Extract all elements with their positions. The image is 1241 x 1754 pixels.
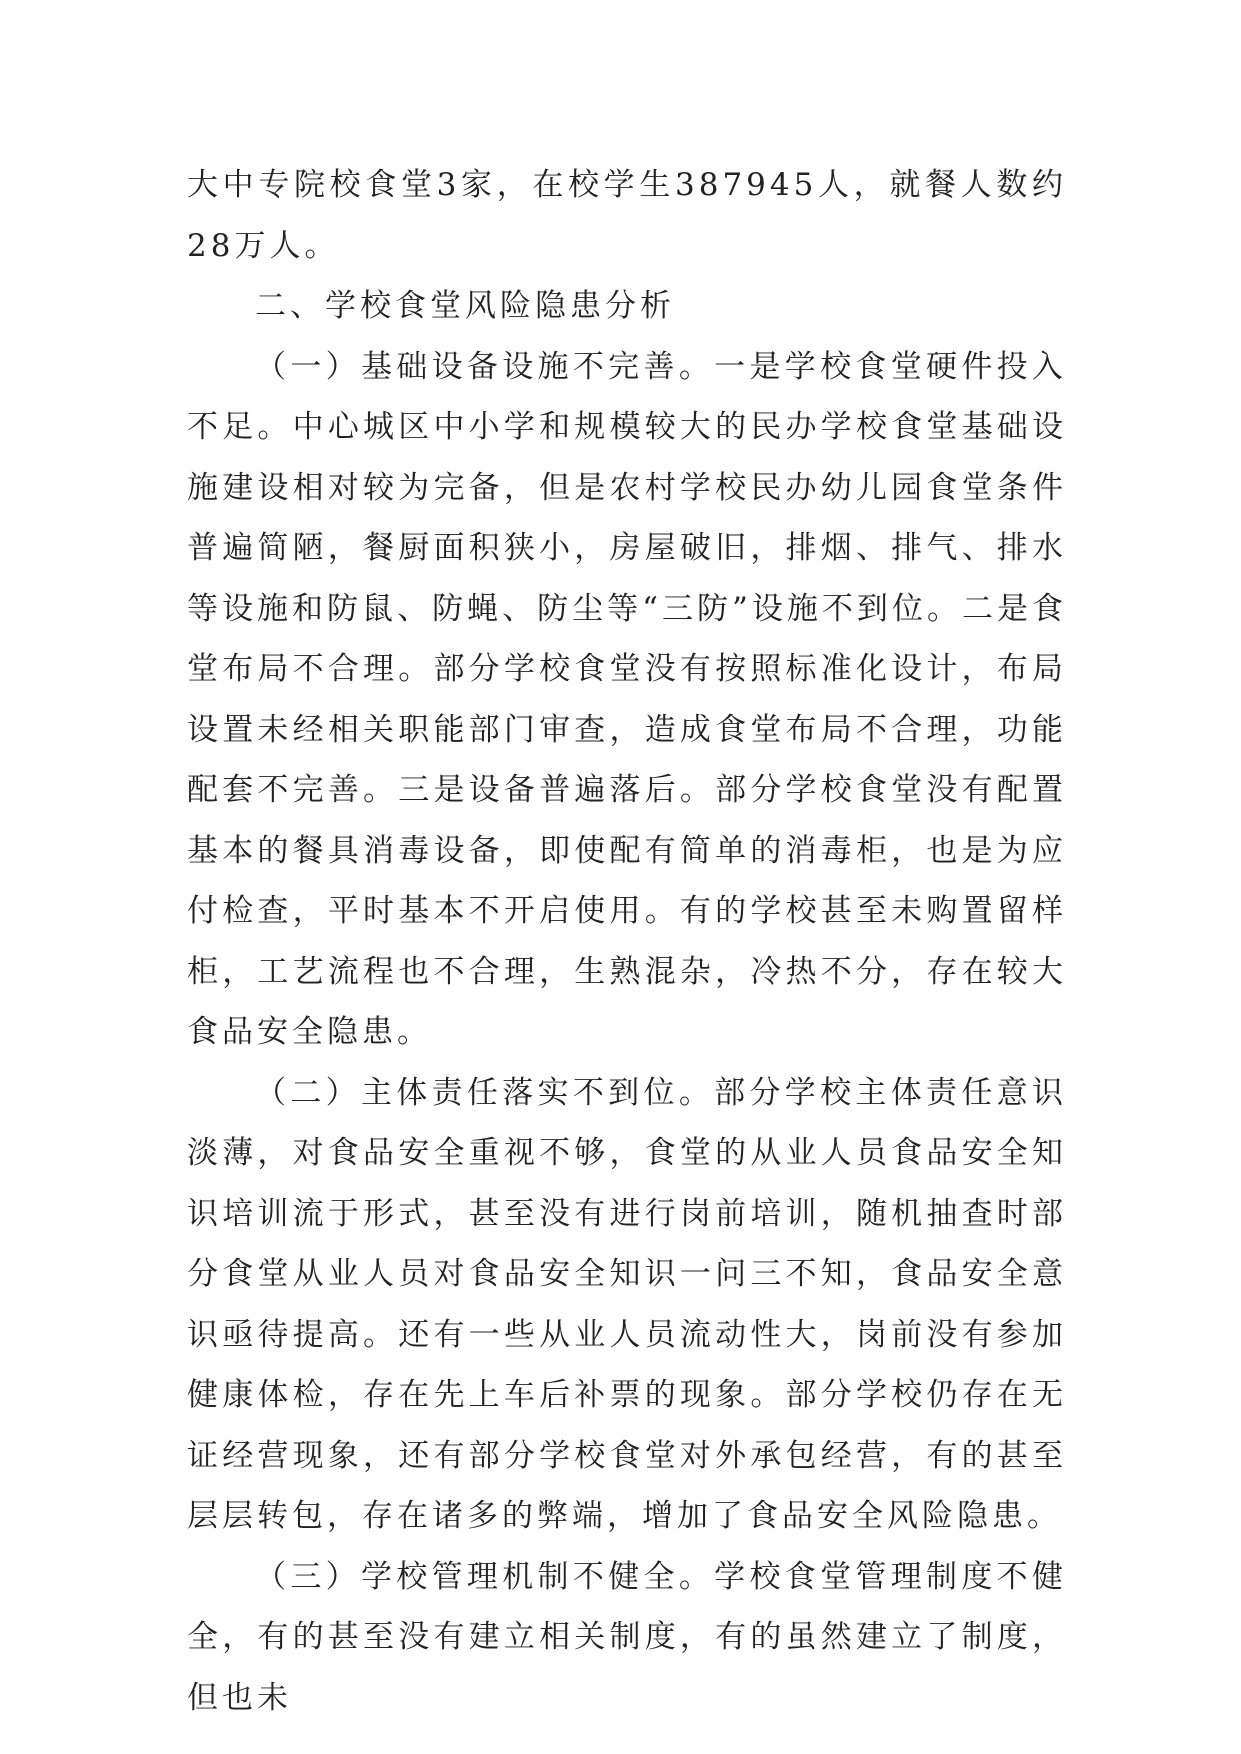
paragraph-infrastructure-issues: （一）基础设备设施不完善。一是学校食堂硬件投入不足。中心城区中小学和规模较大的民办学校食堂基础设施建设相对较为完备，但是农村学校民办幼儿园食堂条件普遍简陋，餐厨面积狭小，房屋破旧，排烟、排气、排水等设施和防鼠、防蝇、防尘等“三防”设施不到位。二是食堂布局不合理。部分学校食堂没有按照标准化设计，布局设置未经相关职能部门审查，造成食堂布局不合理，功能配套不完善。三是设备普遍落后。部分学校食堂没有配置基本的餐具消毒设备，即使配有简单的消毒柜，也是为应付检查，平时基本不开启使用。有的学校甚至未购置留样柜，工艺流程也不合理，生熟混杂，冷热不分，存在较大食品安全隐患。 [187,348,1067,1050]
paragraph-school-canteen-statistics: 大中专院校食堂3家，在校学生387945人，就餐人数约28万人。 [187,167,1067,264]
section-heading-risk-analysis: 二、学校食堂风险隐患分析 [255,288,675,324]
paragraph-management-issues: （三）学校管理机制不健全。学校食堂管理制度不健全，有的甚至没有建立相关制度，有的虽然建立了制度，但也未 [187,1558,1067,1716]
paragraph-responsibility-issues: （二）主体责任落实不到位。部分学校主体责任意识淡薄，对食品安全重视不够，食堂的从业人员食品安全知识培训流于形式，甚至没有进行岗前培训，随机抽查时部分食堂从业人员对食品安全知识一问三不知，食品安全意识亟待提高。还有一些从业人员流动性大，岗前没有参加健康体检，存在先上车后补票的现象。部分学校仍存在无证经营现象，还有部分学校食堂对外承包经营，有的甚至层层转包，存在诸多的弊端，增加了食品安全风险隐患。 [187,1074,1067,1534]
document-body [187,155,1067,1728]
